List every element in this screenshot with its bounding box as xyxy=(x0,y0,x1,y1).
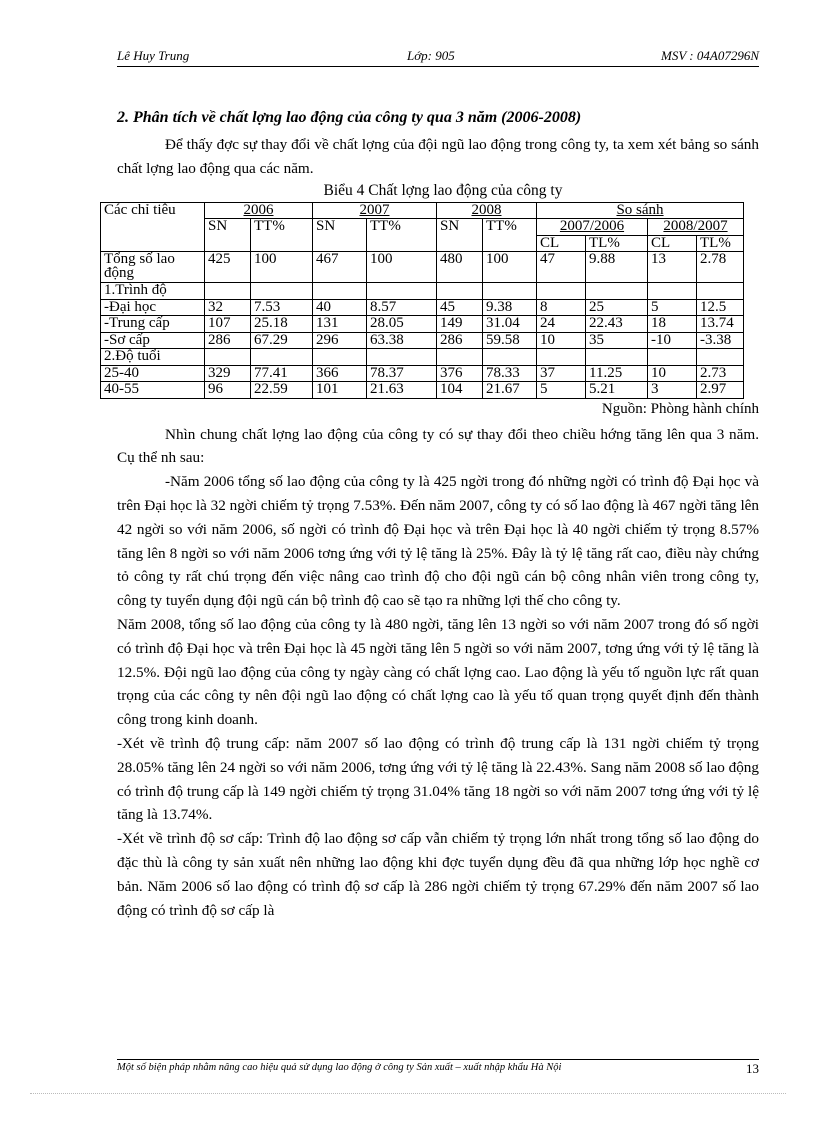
table-cell: -10 xyxy=(648,332,697,349)
table-cell xyxy=(367,283,437,300)
table-body xyxy=(101,252,744,399)
table-cell: 2.97 xyxy=(697,382,744,399)
table-cell: 18 xyxy=(648,316,697,333)
page-content xyxy=(104,109,759,922)
table-cell: 63.38 xyxy=(367,332,437,349)
table-cell xyxy=(648,283,697,300)
header-compare: So sánh xyxy=(537,202,744,219)
table-cell: 9.38 xyxy=(483,299,537,316)
table-cell: 286 xyxy=(437,332,483,349)
table-row xyxy=(101,252,744,283)
table-cell: 8 xyxy=(537,299,586,316)
body-paragraph: Năm 2008, tổng số lao động của công ty là 480 ngời, tăng lên 13 ngời so với năm 2007 trong đó số ngời có trình độ Đại học và trên Đại học là 45 ngời tăng lên 5 ngời so với năm 2007, tơng ứng với tỷ lệ tăng là 12.5%. Đội ngũ lao động của công ty ngày càng có chất lợng cao. Lao động là yếu tố nguồn lực rất quan trọng của các công ty nên đội ngũ lao động có chất lợng cao là yếu tố quan trọng quyết định đến thành công trong kinh doanh. xyxy=(117,615,759,729)
labor-quality-table xyxy=(100,202,744,399)
table-cell: 78.33 xyxy=(483,365,537,382)
row-label: 25-40 xyxy=(101,365,205,382)
page-number: 13 xyxy=(746,1061,759,1076)
body-paragraph: -Năm 2006 tổng số lao động của công ty là 425 ngời trong đó những ngời có trình độ Đại học và trên Đại học là 32 ngời chiếm tỷ trọng 7.53%. Đến năm 2007, công ty có số lao động là 467 ngời tăng lên 42 ngời so với năm 2006, số ngời có trình độ Đại học và trên Đại học là 40 ngời chiếm tỷ trọng 8.57% tăng lên 8 ngời so với năm 2006 tơng ứng với tỷ lệ tăng là 25%. Đây là tỷ lệ tăng rất cao, điều này chứng tỏ công ty rất chú trọng đến việc nâng cao trình độ cho đội ngũ cán bộ công nhân viên trong công ty, công ty tuyển dụng đội ngũ cán bộ trình độ cao sẽ tạo ra những lợi thế cho công ty. xyxy=(117,473,759,610)
table-cell: 480 xyxy=(437,252,483,283)
table-cell: 22.59 xyxy=(251,382,313,399)
table-cell xyxy=(586,283,648,300)
table-cell xyxy=(437,283,483,300)
table-cell: 45 xyxy=(437,299,483,316)
table-cell: 96 xyxy=(205,382,251,399)
header-compare-2008-2007: 2008/2007 xyxy=(648,219,744,236)
table-caption: Biểu 4 Chất lợng lao động của công ty xyxy=(323,181,563,199)
table-cell: 5.21 xyxy=(586,382,648,399)
row-label: -Đại học xyxy=(101,299,205,316)
header-tt: TT% xyxy=(367,219,437,252)
table-cell: 376 xyxy=(437,365,483,382)
student-id: MSV : 04A07296N xyxy=(661,48,759,63)
table-cell xyxy=(483,349,537,366)
header-tt: TT% xyxy=(251,219,313,252)
header-2006: 2006 xyxy=(205,202,313,219)
table-cell: 13 xyxy=(648,252,697,283)
section-heading: 2. Phân tích về chất lợng lao động của công ty qua 3 năm (2006-2008) xyxy=(117,109,582,126)
table-cell: -3.38 xyxy=(697,332,744,349)
header-indicator: Các chỉ tiêu xyxy=(101,202,205,252)
table-cell: 35 xyxy=(586,332,648,349)
body-paragraph: -Xét về trình độ sơ cấp: Trình độ lao động sơ cấp vẫn chiếm tỷ trọng lớn nhất trong tổng số lao động do đặc thù là công ty sản xuất nên những lao động khi đợc tuyển dụng đều đã qua những lớp học nghề cơ bản. Năm 2006 số lao động có trình độ sơ cấp là 286 ngời chiếm tỷ trọng 67.29% đến năm 2007 số lao động có trình độ sơ cấp là xyxy=(117,830,759,919)
table-cell: 100 xyxy=(251,252,313,283)
class-label: Lớp: 905 xyxy=(407,48,455,63)
table-cell: 3 xyxy=(648,382,697,399)
table-cell xyxy=(251,283,313,300)
table-cell: 2.73 xyxy=(697,365,744,382)
header-2007: 2007 xyxy=(313,202,437,219)
table-cell: 107 xyxy=(205,316,251,333)
table-row xyxy=(101,349,744,366)
table-cell: 32 xyxy=(205,299,251,316)
table-cell: 8.57 xyxy=(367,299,437,316)
table-cell xyxy=(483,283,537,300)
table-cell xyxy=(205,349,251,366)
table-cell: 22.43 xyxy=(586,316,648,333)
table-cell xyxy=(537,349,586,366)
page-header xyxy=(117,46,759,67)
table-cell xyxy=(313,283,367,300)
row-label: 1.Trình độ xyxy=(101,283,205,300)
header-tl: TL% xyxy=(697,235,744,252)
row-label: -Sơ cấp xyxy=(101,332,205,349)
table-cell: 149 xyxy=(437,316,483,333)
header-compare-2007-2006: 2007/2006 xyxy=(537,219,648,236)
table-cell: 77.41 xyxy=(251,365,313,382)
body-paragraph: -Xét về trình độ trung cấp: năm 2007 số lao động có trình độ trung cấp là 131 ngời chiếm tỷ trọng 28.05% tăng lên 24 ngời so với năm 2006, tơng ứng với tỷ lệ tăng là 22.43%. Sang năm 2008 số lao động có trình độ trung cấp là 149 ngời chiếm tỷ trọng 31.04% tăng 18 ngời so với năm 2007 tơng ứng với tỷ lệ tăng là 13.74%. xyxy=(117,734,759,824)
header-tl: TL% xyxy=(586,235,648,252)
table-cell: 100 xyxy=(367,252,437,283)
footer-title: Một số biện pháp nhằm nâng cao hiệu quả sử dụng lao động ở công ty Sản xuất – xuất nhập khẩu Hà Nội xyxy=(117,1062,562,1073)
table-cell: 296 xyxy=(313,332,367,349)
table-cell: 24 xyxy=(537,316,586,333)
header-tt: TT% xyxy=(483,219,537,252)
table-cell: 7.53 xyxy=(251,299,313,316)
table-cell: 37 xyxy=(537,365,586,382)
intro-paragraph: Để thấy đợc sự thay đổi về chất lợng của đội ngũ lao động trong công ty, ta xem xét bảng so sánh chất lợng lao động qua các năm. xyxy=(117,136,759,177)
header-sn: SN xyxy=(437,219,483,252)
table-cell xyxy=(697,283,744,300)
table-cell: 13.74 xyxy=(697,316,744,333)
table-cell: 2.78 xyxy=(697,252,744,283)
table-cell: 5 xyxy=(648,299,697,316)
table-cell xyxy=(313,349,367,366)
table-row xyxy=(101,365,744,382)
table-cell: 101 xyxy=(313,382,367,399)
table-cell: 40 xyxy=(313,299,367,316)
table-cell: 12.5 xyxy=(697,299,744,316)
table-cell: 100 xyxy=(483,252,537,283)
table-cell: 329 xyxy=(205,365,251,382)
table-cell: 286 xyxy=(205,332,251,349)
table-row xyxy=(101,382,744,399)
table-cell: 425 xyxy=(205,252,251,283)
table-cell: 10 xyxy=(648,365,697,382)
table-cell: 78.37 xyxy=(367,365,437,382)
table-cell: 9.88 xyxy=(586,252,648,283)
table-header-row xyxy=(101,202,744,219)
table-cell: 10 xyxy=(537,332,586,349)
table-cell xyxy=(648,349,697,366)
row-label: Tổng số lao động xyxy=(101,252,205,283)
table-cell: 131 xyxy=(313,316,367,333)
header-cl: CL xyxy=(537,235,586,252)
table-cell: 47 xyxy=(537,252,586,283)
table-cell: 21.63 xyxy=(367,382,437,399)
table-cell: 25.18 xyxy=(251,316,313,333)
table-cell: 5 xyxy=(537,382,586,399)
row-label: 40-55 xyxy=(101,382,205,399)
table-row xyxy=(101,332,744,349)
table-cell: 366 xyxy=(313,365,367,382)
table-row xyxy=(101,316,744,333)
table-cell: 31.04 xyxy=(483,316,537,333)
table-row xyxy=(101,299,744,316)
table-cell xyxy=(697,349,744,366)
table-cell xyxy=(251,349,313,366)
page-footer xyxy=(117,1059,759,1076)
table-cell: 467 xyxy=(313,252,367,283)
header-sn: SN xyxy=(205,219,251,252)
table-cell xyxy=(437,349,483,366)
table-cell: 59.58 xyxy=(483,332,537,349)
table-cell: 28.05 xyxy=(367,316,437,333)
row-label: -Trung cấp xyxy=(101,316,205,333)
row-label: 2.Độ tuổi xyxy=(101,349,205,366)
page-bottom-divider xyxy=(30,1093,786,1094)
author-name: Lê Huy Trung xyxy=(117,48,190,63)
table-cell: 104 xyxy=(437,382,483,399)
table-cell: 21.67 xyxy=(483,382,537,399)
header-sn: SN xyxy=(313,219,367,252)
body-paragraph: Nhìn chung chất lợng lao động của công ty có sự thay đổi theo chiều hớng tăng lên qua 3 năm. Cụ thể nh sau: xyxy=(117,425,759,467)
table-cell: 25 xyxy=(586,299,648,316)
table-cell: 67.29 xyxy=(251,332,313,349)
table-cell xyxy=(586,349,648,366)
header-cl: CL xyxy=(648,235,697,252)
table-row xyxy=(101,283,744,300)
table-cell xyxy=(205,283,251,300)
table-source: Nguồn: Phòng hành chính xyxy=(601,400,759,417)
header-2008: 2008 xyxy=(437,202,537,219)
table-cell xyxy=(367,349,437,366)
table-cell: 11.25 xyxy=(586,365,648,382)
table-cell xyxy=(537,283,586,300)
